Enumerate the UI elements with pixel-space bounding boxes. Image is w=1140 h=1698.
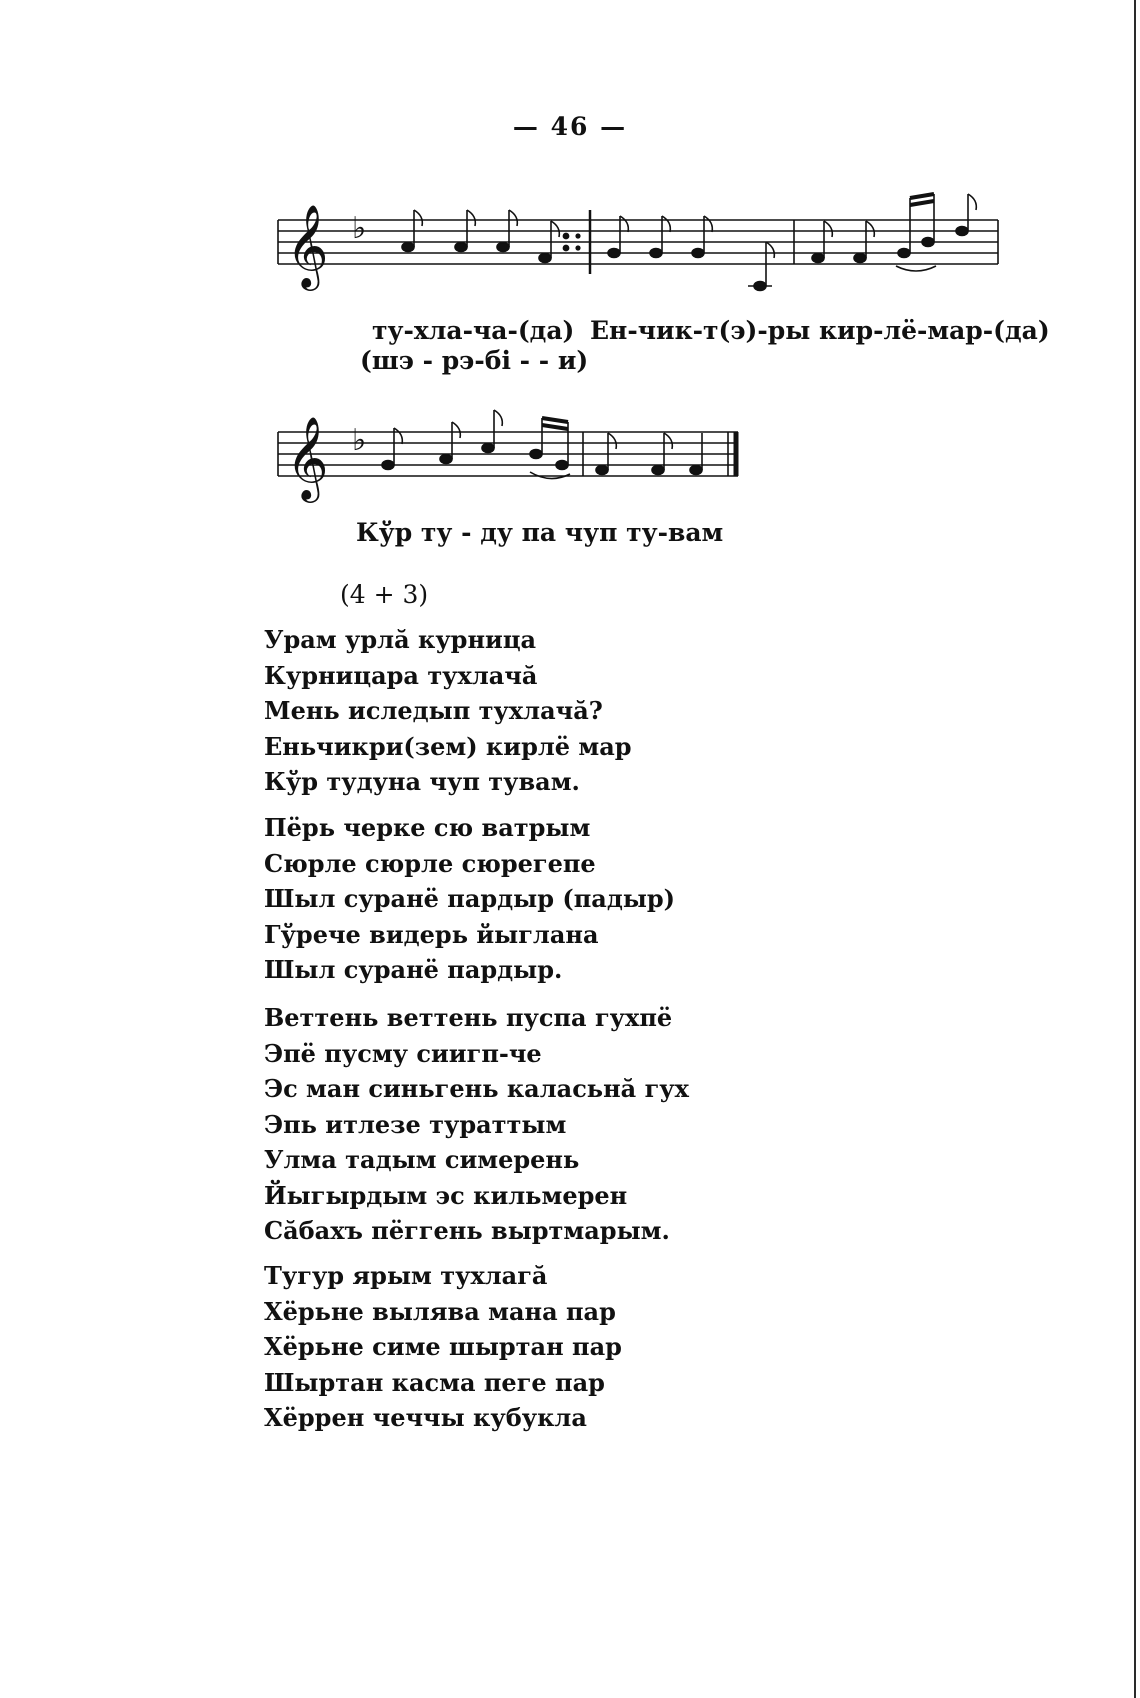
poem-stanza-2 [264,810,675,988]
treble-clef-icon: 𝄞 [286,203,329,287]
poem-line: Эпь итлезе тураттым [264,1109,567,1139]
staff-1-lyrics-alternate: (шэ - рэ-бі - - и) [360,346,589,375]
page-number: — 46 — [512,112,628,141]
scan-page-edge [1134,0,1136,1698]
staff-1-lyrics-first: ту-хла-ча-(да) [372,316,575,345]
poem-line: Пёрь черке сю ватрым [264,813,591,842]
staff-1-lyrics-second: Ен-чик-т(э)-ры кир-лё-мар-(да) [590,316,1050,345]
poem-stanza-3 [264,1000,689,1249]
poem-stanza-1 [264,622,632,800]
poem-line: Шыл суранё пардыр. [264,955,563,984]
poem-line: Гўрече видерь йыглана [264,919,599,949]
poem-line: Мень иследып тухлачă? [264,696,603,725]
poem-line: Шыл суранё пардыр (падыр) [264,884,676,913]
poem-line: Эс ман синьгень каласьнă гух [264,1074,689,1103]
poem-line: Шыртан касма пеге пар [264,1367,605,1397]
treble-clef-icon: 𝄞 [286,415,329,499]
poem-line: Курницара тухлачă [264,660,538,690]
meter-label: (4 + 3) [340,580,429,609]
poem-line: Хёрьне вылява мана пар [264,1296,616,1326]
poem-line: Улма тадым симерень [264,1145,580,1174]
flat-icon: ♭ [352,211,367,246]
poem-line: Йыгырдым эс кильмерен [264,1180,628,1210]
poem-line: Сăбахъ пёггень выртмарым. [264,1216,670,1245]
poem-line: Хёррен чеччы кубукла [264,1403,587,1432]
poem-stanza-4 [264,1258,622,1436]
music-staff-2 [278,402,748,502]
poem-line: Хёрьне симе шыртан пар [264,1332,622,1361]
music-staff-1 [278,190,998,300]
poem-line: Урам урлă курница [264,625,537,654]
poem-line: Сюрле сюрле сюрегепе [264,848,596,878]
poem-line: Кўр тудуна чуп тувам. [264,767,580,796]
poem-line: Эпё пусму сиигп-че [264,1038,542,1068]
poem-line: Веттень веттень пуспа гухпё [264,1003,673,1032]
poem-line: Еньчикри(зем) кирлё мар [264,731,632,761]
staff-2-lyrics: Кўр ту - ду па чуп ту-вам [356,518,724,547]
poem-line: Тугур ярым тухлагă [264,1261,548,1290]
flat-icon: ♭ [352,423,367,458]
